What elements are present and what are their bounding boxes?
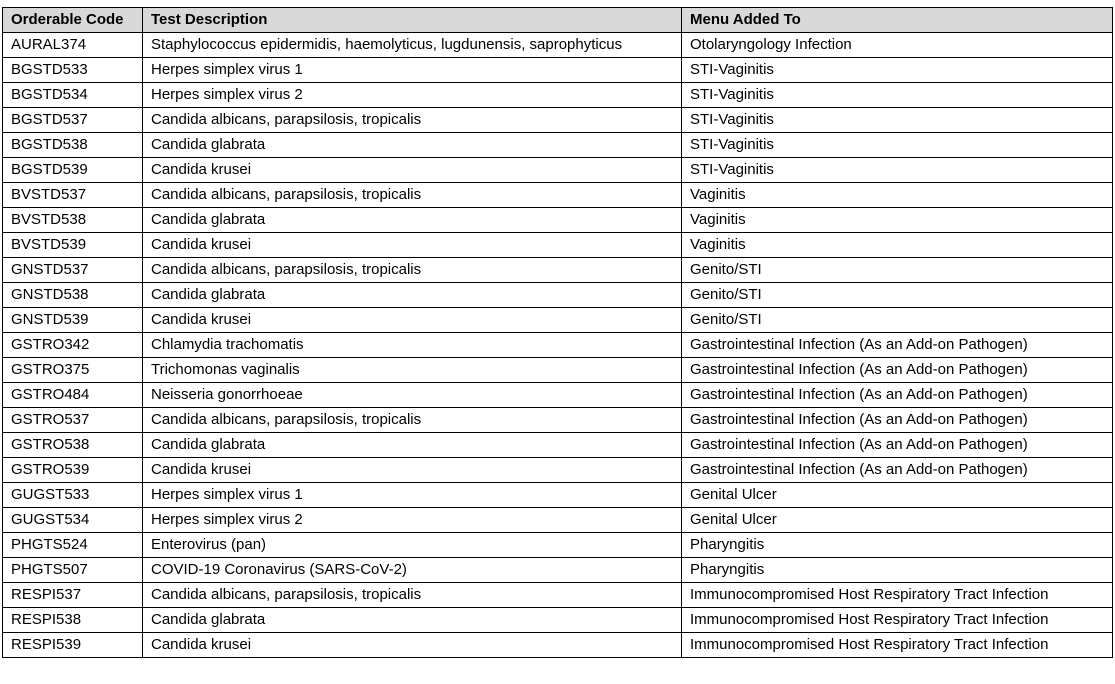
table-row [3, 333, 1113, 358]
orderable-code-cell: BGSTD538 [3, 133, 143, 158]
orderable-code-cell: BGSTD533 [3, 58, 143, 83]
table-row [3, 108, 1113, 133]
table-row [3, 583, 1113, 608]
table-row [3, 83, 1113, 108]
table-row [3, 258, 1113, 283]
test-description-cell: Enterovirus (pan) [143, 533, 682, 558]
test-description-cell: Candida krusei [143, 158, 682, 183]
orderable-code-cell: BGSTD537 [3, 108, 143, 133]
orderable-code-cell: RESPI538 [3, 608, 143, 633]
menu-added-to-cell: STI-Vaginitis [682, 108, 1113, 133]
test-description-cell: Candida glabrata [143, 133, 682, 158]
test-description-cell: Staphylococcus epidermidis, haemolyticus, lugdunensis, saprophyticus [143, 33, 682, 58]
menu-added-to-cell: STI-Vaginitis [682, 58, 1113, 83]
menu-added-to-cell: Gastrointestinal Infection (As an Add-on Pathogen) [682, 383, 1113, 408]
table-row [3, 558, 1113, 583]
table-row [3, 458, 1113, 483]
table-row [3, 208, 1113, 233]
test-description-cell: Candida krusei [143, 458, 682, 483]
header-orderable-code: Orderable Code [3, 8, 143, 33]
test-description-cell: Candida glabrata [143, 608, 682, 633]
table-row [3, 233, 1113, 258]
menu-added-to-cell: Pharyngitis [682, 533, 1113, 558]
orderable-code-cell: GUGST533 [3, 483, 143, 508]
menu-added-to-cell: STI-Vaginitis [682, 83, 1113, 108]
test-description-cell: Candida albicans, parapsilosis, tropicalis [143, 583, 682, 608]
test-description-cell: Herpes simplex virus 2 [143, 508, 682, 533]
test-description-cell: Trichomonas vaginalis [143, 358, 682, 383]
header-test-description: Test Description [143, 8, 682, 33]
table-row [3, 133, 1113, 158]
test-description-cell: Candida krusei [143, 308, 682, 333]
menu-added-to-cell: Genito/STI [682, 258, 1113, 283]
orderable-code-cell: GSTRO342 [3, 333, 143, 358]
test-description-cell: Candida glabrata [143, 283, 682, 308]
orderable-code-cell: GSTRO538 [3, 433, 143, 458]
orderable-code-cell: BGSTD539 [3, 158, 143, 183]
table-row [3, 433, 1113, 458]
menu-added-to-cell: Gastrointestinal Infection (As an Add-on Pathogen) [682, 358, 1113, 383]
orderable-code-cell: GNSTD539 [3, 308, 143, 333]
orderable-code-cell: PHGTS524 [3, 533, 143, 558]
test-description-cell: Candida albicans, parapsilosis, tropicalis [143, 408, 682, 433]
orderable-code-cell: GSTRO539 [3, 458, 143, 483]
table-row [3, 633, 1113, 658]
table-row [3, 408, 1113, 433]
menu-added-to-cell: Gastrointestinal Infection (As an Add-on Pathogen) [682, 458, 1113, 483]
menu-added-to-cell: Pharyngitis [682, 558, 1113, 583]
orderable-code-cell: PHGTS507 [3, 558, 143, 583]
table-row [3, 533, 1113, 558]
menu-added-to-cell: Immunocompromised Host Respiratory Tract Infection [682, 583, 1113, 608]
test-description-cell: Candida krusei [143, 633, 682, 658]
orderable-code-cell: GUGST534 [3, 508, 143, 533]
table-body [3, 33, 1113, 658]
test-description-cell: Candida albicans, parapsilosis, tropicalis [143, 108, 682, 133]
menu-added-to-cell: STI-Vaginitis [682, 133, 1113, 158]
menu-added-to-cell: Genito/STI [682, 308, 1113, 333]
menu-added-to-cell: Immunocompromised Host Respiratory Tract Infection [682, 608, 1113, 633]
orderable-code-cell: GSTRO484 [3, 383, 143, 408]
test-description-cell: Candida glabrata [143, 208, 682, 233]
menu-added-to-cell: Gastrointestinal Infection (As an Add-on Pathogen) [682, 433, 1113, 458]
menu-added-to-cell: Otolaryngology Infection [682, 33, 1113, 58]
orderable-code-cell: BVSTD539 [3, 233, 143, 258]
menu-added-to-cell: Vaginitis [682, 183, 1113, 208]
table-row [3, 608, 1113, 633]
test-description-cell: Herpes simplex virus 2 [143, 83, 682, 108]
orderable-code-cell: BVSTD537 [3, 183, 143, 208]
test-description-cell: Herpes simplex virus 1 [143, 58, 682, 83]
header-row [3, 8, 1113, 33]
menu-added-to-cell: Gastrointestinal Infection (As an Add-on Pathogen) [682, 333, 1113, 358]
orderable-code-cell: GNSTD537 [3, 258, 143, 283]
orderable-tests-table [2, 7, 1113, 658]
table-row [3, 508, 1113, 533]
header-menu-added-to: Menu Added To [682, 8, 1113, 33]
table-row [3, 308, 1113, 333]
test-description-cell: Neisseria gonorrhoeae [143, 383, 682, 408]
table-row [3, 33, 1113, 58]
table-row [3, 483, 1113, 508]
orderable-code-cell: AURAL374 [3, 33, 143, 58]
test-description-cell: Candida krusei [143, 233, 682, 258]
orderable-code-cell: RESPI539 [3, 633, 143, 658]
menu-added-to-cell: Immunocompromised Host Respiratory Tract Infection [682, 633, 1113, 658]
test-description-cell: Candida glabrata [143, 433, 682, 458]
orderable-code-cell: GSTRO375 [3, 358, 143, 383]
menu-added-to-cell: Genito/STI [682, 283, 1113, 308]
menu-added-to-cell: Vaginitis [682, 233, 1113, 258]
menu-added-to-cell: Vaginitis [682, 208, 1113, 233]
orderable-code-cell: GNSTD538 [3, 283, 143, 308]
table-row [3, 183, 1113, 208]
test-description-cell: Candida albicans, parapsilosis, tropicalis [143, 183, 682, 208]
table-row [3, 158, 1113, 183]
test-description-cell: Candida albicans, parapsilosis, tropicalis [143, 258, 682, 283]
menu-added-to-cell: Genital Ulcer [682, 483, 1113, 508]
test-description-cell: COVID-19 Coronavirus (SARS-CoV-2) [143, 558, 682, 583]
test-description-cell: Chlamydia trachomatis [143, 333, 682, 358]
orderable-code-cell: RESPI537 [3, 583, 143, 608]
orderable-code-cell: BGSTD534 [3, 83, 143, 108]
menu-added-to-cell: Gastrointestinal Infection (As an Add-on Pathogen) [682, 408, 1113, 433]
test-description-cell: Herpes simplex virus 1 [143, 483, 682, 508]
table-row [3, 383, 1113, 408]
menu-added-to-cell: Genital Ulcer [682, 508, 1113, 533]
table-header [3, 8, 1113, 33]
table-row [3, 283, 1113, 308]
table-row [3, 358, 1113, 383]
orderable-code-cell: GSTRO537 [3, 408, 143, 433]
menu-added-to-cell: STI-Vaginitis [682, 158, 1113, 183]
orderable-code-cell: BVSTD538 [3, 208, 143, 233]
table-row [3, 58, 1113, 83]
